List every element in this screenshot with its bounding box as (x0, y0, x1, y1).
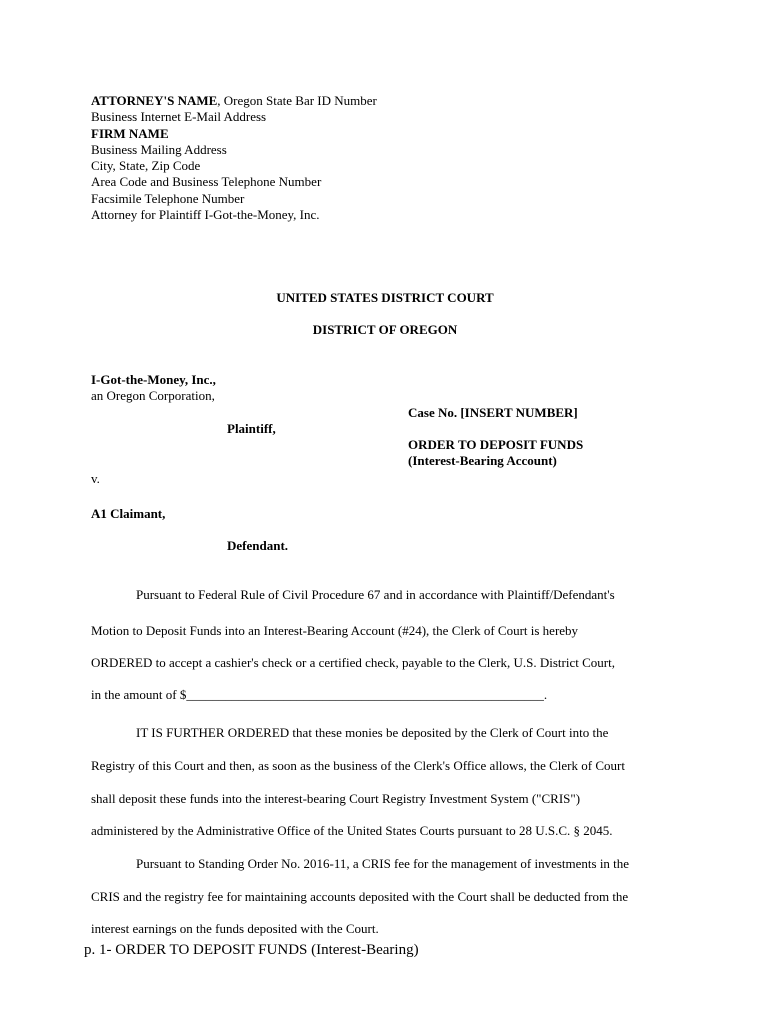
body-line: Pursuant to Federal Rule of Civil Procedure 67 and in accordance with Plaintiff/Defendant's (136, 587, 615, 602)
attorney-email: Business Internet E-Mail Address (91, 109, 267, 125)
order-subtitle: (Interest-Bearing Account) (408, 453, 557, 468)
body-line: administered by the Administrative Office of the United States Courts pursuant to 28 U.S.C. § 2045. (91, 823, 613, 838)
defendant-name: A1 Claimant, (91, 506, 166, 521)
city-state-zip: City, State, Zip Code (91, 158, 201, 174)
plaintiff-name: I-Got-the-Money, Inc., (91, 372, 216, 387)
page-footer: p. 1- ORDER TO DEPOSIT FUNDS (Interest-Bearing) (84, 942, 419, 958)
attorney-name-line (91, 93, 377, 109)
defendant-label: Defendant. (227, 538, 289, 553)
telephone: Area Code and Business Telephone Number (91, 174, 322, 190)
body-line: IT IS FURTHER ORDERED that these monies be deposited by the Clerk of Court into the (136, 725, 609, 740)
court-name: UNITED STATES DISTRICT COURT (276, 290, 494, 305)
body-line: ORDERED to accept a cashier's check or a certified check, payable to the Clerk, U.S. District Court, (91, 655, 615, 670)
facsimile: Facsimile Telephone Number (91, 190, 245, 206)
body-line: Registry of this Court and then, as soon as the business of the Clerk's Office allows, the Clerk of Court (91, 758, 625, 773)
mailing-address: Business Mailing Address (91, 141, 227, 157)
case-number: Case No. [INSERT NUMBER] (408, 405, 578, 420)
court-district: DISTRICT OF OREGON (312, 322, 458, 337)
plaintiff-label: Plaintiff, (227, 421, 276, 436)
attorney-block (91, 93, 377, 223)
order-title: ORDER TO DEPOSIT FUNDS (408, 437, 584, 452)
attorney-role: Attorney for Plaintiff I-Got-the-Money, Inc. (91, 207, 320, 223)
body-line: Motion to Deposit Funds into an Interest-Bearing Account (#24), the Clerk of Court is hereby (91, 623, 579, 638)
bar-id: , Oregon State Bar ID Number (217, 93, 377, 108)
versus: v. (91, 471, 100, 486)
body-line: Pursuant to Standing Order No. 2016-11, a CRIS fee for the management of investments in the (136, 856, 630, 871)
body-line: in the amount of $_______________________________________________________. (91, 687, 548, 702)
body-line: shall deposit these funds into the interest-bearing Court Registry Investment System ("CRIS") (91, 791, 581, 806)
body-line: interest earnings on the funds deposited with the Court. (91, 921, 379, 936)
attorney-name: ATTORNEY'S NAME (91, 93, 218, 108)
plaintiff-description: an Oregon Corporation, (91, 388, 215, 403)
body-line: CRIS and the registry fee for maintaining accounts deposited with the Court shall be deducted from the (91, 889, 629, 904)
firm-name: FIRM NAME (91, 125, 169, 141)
